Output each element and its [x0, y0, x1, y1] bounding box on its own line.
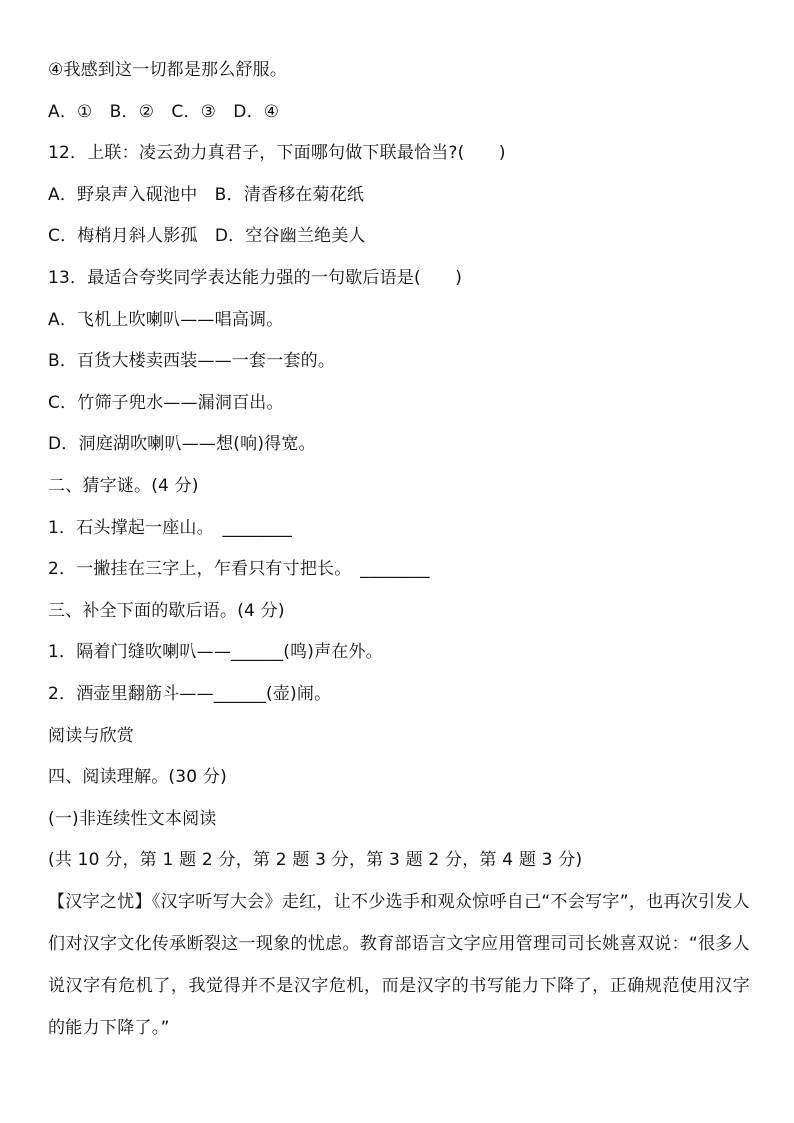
answer-options-11: A．① B．② C．③ D．④ — [48, 102, 280, 122]
reading-paragraph: 【汉字之忧】《汉字听写大会》走红，让不少选手和观众惊呼自己“不会写字”，也再次引发人们对汉字文化传承断裂这一现象的忧虑。教育部语言文字应用管理司司长姚喜双说：“很多人说汉字有危机了，我觉得并不是汉字危机，而是汉字的书写能力下降了，正确规范使用汉字的能力下降了。” — [48, 892, 750, 1038]
section-heading-3: 三、补全下面的歇后语。(4 分) — [48, 601, 285, 621]
question-13-option-b: B．百货大楼卖西装——一套一套的。 — [48, 351, 336, 371]
part-heading-reading: 阅读与欣赏 — [48, 726, 134, 746]
score-breakdown: (共 10 分，第 1 题 2 分，第 2 题 3 分，第 3 题 2 分，第 4 题 3 分) — [48, 850, 583, 870]
section-heading-4: 四、阅读理解。(30 分) — [48, 767, 227, 787]
question-12-options-cd: C．梅梢月斜人影孤 D．空谷幽兰绝美人 — [48, 226, 366, 246]
xiehouyu-1: 1．隔着门缝吹喇叭——______(鸣)声在外。 — [48, 642, 383, 662]
riddle-2: 2．一撇挂在三字上，乍看只有寸把长。 ________ — [48, 559, 430, 579]
option-line-4: ④我感到这一切都是那么舒服。 — [48, 60, 288, 80]
question-12: 12．上联：凌云劲力真君子，下面哪句做下联最恰当?( ) — [48, 143, 506, 163]
question-12-options-ab: A．野泉声入砚池中 B．清香移在菊花纸 — [48, 185, 365, 205]
subsection-heading-1: (一)非连续性文本阅读 — [48, 809, 217, 829]
xiehouyu-2: 2．酒壶里翻筋斗——______(壶)闹。 — [48, 684, 332, 704]
question-13-option-c: C．竹筛子兜水——漏洞百出。 — [48, 393, 284, 413]
riddle-1: 1．石头撑起一座山。 ________ — [48, 518, 293, 538]
question-13-option-d: D．洞庭湖吹喇叭——想(响)得宽。 — [48, 434, 316, 454]
section-heading-2: 二、猜字谜。(4 分) — [48, 476, 199, 496]
question-13: 13．最适合夸奖同学表达能力强的一句歇后语是( ) — [48, 268, 463, 288]
question-13-option-a: A．飞机上吹喇叭——唱高调。 — [48, 310, 284, 330]
